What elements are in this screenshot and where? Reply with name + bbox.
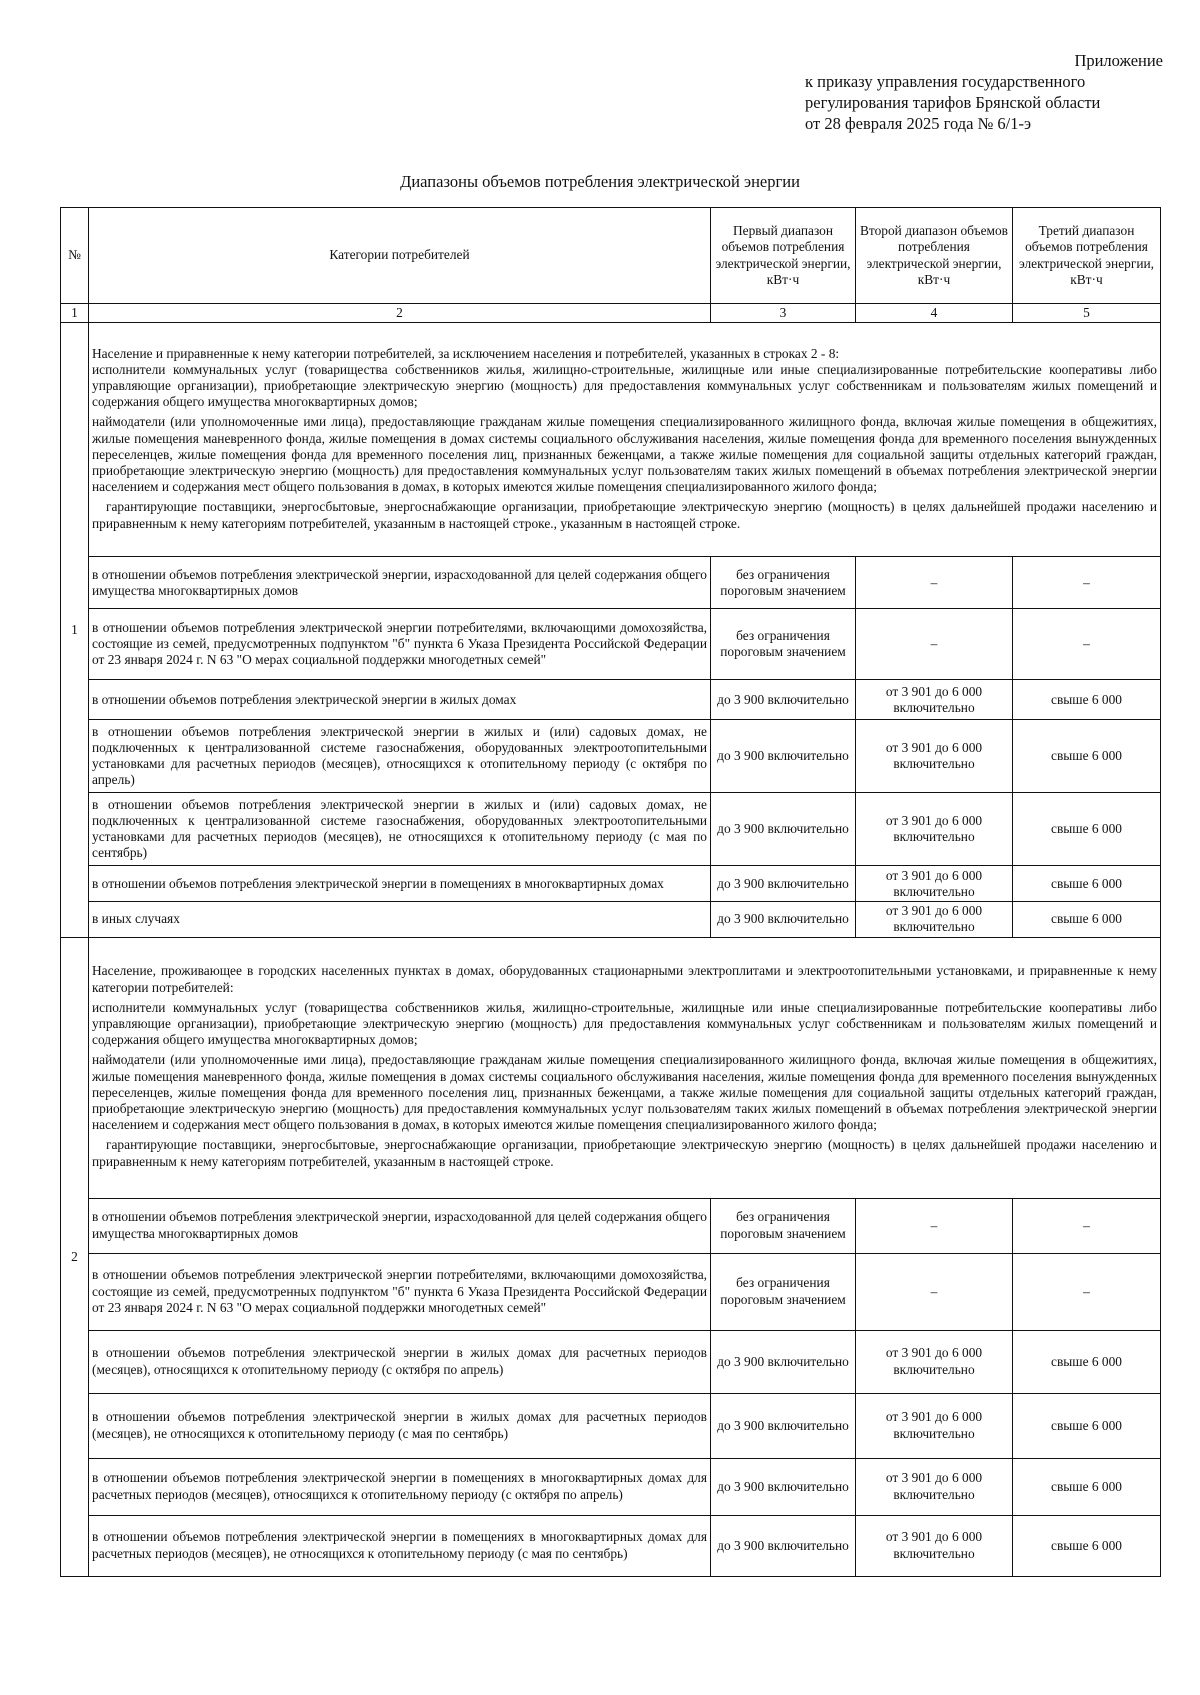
group-2-description-row [61,937,1161,1198]
range-2-value: от 3 901 до 6 000 включительно [856,680,1013,720]
table-row [61,793,1161,866]
range-1-value: без ограничения пороговым значением [711,1198,856,1253]
column-index: 5 [1013,304,1161,323]
range-2-value: – [856,557,1013,609]
group-1-paragraph: Население и приравненные к нему категории потребителей, за исключением населения и потребителей, указанных в строках 2 - 8: [92,345,840,361]
row-label: в отношении объемов потребления электрической энергии потребителями, включающими домохозяйства, состоящие из семей, предусмотренных подпунктом "б" пункта 6 Указа Президента Российской Федерации от 23 января 2024 г. N 63 "О мерах социальной поддержки многодетных семей" [89,609,711,680]
row-label: в отношении объемов потребления электрической энергии в жилых домах [89,680,711,720]
header-range-3: Третий диапазон объемов потребления электрической энергии, кВт·ч [1013,208,1161,304]
table-row [61,1393,1161,1458]
range-2-value: от 3 901 до 6 000 включительно [856,1393,1013,1458]
group-2-number: 2 [61,937,89,1576]
appendix-label: Приложение [1074,51,1163,70]
group-1-description-row [61,323,1161,557]
header-num: № [61,208,89,304]
table-row [61,609,1161,680]
authority-line: регулирования тарифов Брянской области [805,93,1101,112]
appendix-header [805,50,1165,134]
range-2-value: от 3 901 до 6 000 включительно [856,793,1013,866]
row-label: в иных случаях [89,902,711,937]
group-1-paragraph: исполнители коммунальных услуг (товарищества собственников жилья, жилищно-строительные, жилищные или иные специализированные потребительские кооперативы либо управляющие организации), приобретающие электрическую энергию (мощность) для предоставления коммунальных услуг собственникам и пользователям жилых помещений и содержания общего имущества многоквартирных домов; [92,361,1157,410]
range-1-value: до 3 900 включительно [711,793,856,866]
range-3-value: свыше 6 000 [1013,1515,1161,1576]
row-label: в отношении объемов потребления электрической энергии в жилых и (или) садовых домах, не подключенных к централизованной системе газоснабжения, оборудованных электроотопительными установками для расчетных периодов (месяцев), относящихся к отопительному периоду (с октября по апрель) [89,720,711,793]
range-1-value: до 3 900 включительно [711,720,856,793]
row-label: в отношении объемов потребления электрической энергии, израсходованной для целей содержания общего имущества многоквартирных домов [89,557,711,609]
table-row [61,720,1161,793]
range-2-value: от 3 901 до 6 000 включительно [856,902,1013,937]
table-row [61,866,1161,902]
range-3-value: свыше 6 000 [1013,866,1161,902]
range-1-value: без ограничения пороговым значением [711,609,856,680]
range-1-value: до 3 900 включительно [711,680,856,720]
row-label: в отношении объемов потребления электрической энергии в помещениях в многоквартирных домах для расчетных периодов (месяцев), не относящихся к отопительному периоду (с мая по сентябрь) [89,1515,711,1576]
header-category: Категории потребителей [89,208,711,304]
range-3-value: свыше 6 000 [1013,680,1161,720]
table-row [61,557,1161,609]
range-2-value: – [856,1198,1013,1253]
group-2-paragraph: Население, проживающее в городских населенных пунктах в домах, оборудованных стационарными электроплитами и электроотопительными установками, и приравненные к нему категории потребителей: [92,963,1157,995]
table-row [61,680,1161,720]
row-label: в отношении объемов потребления электрической энергии потребителями, включающими домохозяйства, состоящие из семей, предусмотренных подпунктом "б" пункта 6 Указа Президента Российской Федерации от 23 января 2024 г. N 63 "О мерах социальной поддержки многодетных семей" [89,1253,711,1330]
column-index-row [61,304,1161,323]
range-3-value: – [1013,1253,1161,1330]
column-index: 1 [61,304,89,323]
range-3-value: свыше 6 000 [1013,720,1161,793]
range-1-value: до 3 900 включительно [711,1458,856,1515]
document-title: Диапазоны объемов потребления электрической энергии [400,172,800,191]
column-index: 3 [711,304,856,323]
range-1-value: до 3 900 включительно [711,866,856,902]
range-2-value: – [856,1253,1013,1330]
order-reference-line: к приказу управления государственного [805,72,1086,91]
range-3-value: свыше 6 000 [1013,902,1161,937]
range-1-value: до 3 900 включительно [711,1393,856,1458]
range-1-value: до 3 900 включительно [711,1515,856,1576]
range-3-value: – [1013,609,1161,680]
order-date-line: от 28 февраля 2025 года № 6/1-э [805,114,1032,133]
group-2-paragraph: исполнители коммунальных услуг (товарищества собственников жилья, жилищно-строительные, жилищные или иные специализированные потребительские кооперативы либо управляющие организации), приобретающие электрическую энергию (мощность) для предоставления коммунальных услуг собственникам и пользователям жилых помещений и содержания общего имущества многоквартирных домов; [92,999,1157,1048]
range-3-value: – [1013,1198,1161,1253]
header-range-1: Первый диапазон объемов потребления электрической энергии, кВт·ч [711,208,856,304]
table-row [61,1198,1161,1253]
range-1-value: без ограничения пороговым значением [711,557,856,609]
range-1-value: до 3 900 включительно [711,1330,856,1393]
range-2-value: от 3 901 до 6 000 включительно [856,1458,1013,1515]
column-index: 2 [89,304,711,323]
row-label: в отношении объемов потребления электрической энергии в помещениях в многоквартирных домах для расчетных периодов (месяцев), относящихся к отопительному периоду (с октября по апрель) [89,1458,711,1515]
group-2-paragraph: гарантирующие поставщики, энергосбытовые, энергоснабжающие организации, приобретающие электрическую энергию (мощность) в целях дальнейшей продажи населению и приравненным к нему категориям потребителей, указанным в настоящей строке. [92,1137,1157,1169]
row-label: в отношении объемов потребления электрической энергии в жилых домах для расчетных периодов (месяцев), не относящихся к отопительному периоду (с мая по сентябрь) [89,1393,711,1458]
range-2-value: от 3 901 до 6 000 включительно [856,720,1013,793]
column-index: 4 [856,304,1013,323]
table-row [61,1458,1161,1515]
group-2-paragraph: наймодатели (или уполномоченные ими лица), предоставляющие гражданам жилые помещения специализированного жилищного фонда, включая жилые помещения в общежитиях, жилые помещения маневренного фонда, жилые помещения в домах системы социального обслуживания населения, жилые помещения фонда для временного поселения вынужденных переселенцев, жилые помещения фонда для временного поселения лиц, признанных беженцами, а также жилые помещения для социальной защиты отдельных категорий граждан, приобретающие электрическую энергию (мощность) для предоставления коммунальных услуг пользователям таких жилых помещений в объемах потребления электрической энергии населением и содержания мест общего пользования в домах, в которых имеются жилые помещения специализированного жилого фонда; [92,1052,1157,1133]
row-label: в отношении объемов потребления электрической энергии в помещениях в многоквартирных домах [89,866,711,902]
range-1-value: до 3 900 включительно [711,902,856,937]
range-1-value: без ограничения пороговым значением [711,1253,856,1330]
group-1-paragraph: наймодатели (или уполномоченные ими лица), предоставляющие гражданам жилые помещения специализированного жилищного фонда, включая жилые помещения в общежитиях, жилые помещения маневренного фонда, жилые помещения в домах системы социального обслуживания населения, жилые помещения фонда для временного поселения вынужденных переселенцев, жилые помещения фонда для временного поселения лиц, признанных беженцами, а также жилые помещения для социальной защиты отдельных категорий граждан, приобретающие электрическую энергию (мощность) для предоставления коммунальных услуг пользователям таких жилых помещений в объемах потребления электрической энергии населением и содержания мест общего пользования в домах, в которых имеются жилые помещения специализированного жилого фонда; [92,414,1157,495]
table-row [61,902,1161,937]
range-3-value: свыше 6 000 [1013,793,1161,866]
table-row [61,1330,1161,1393]
range-2-value: от 3 901 до 6 000 включительно [856,1330,1013,1393]
group-1-number: 1 [61,323,89,937]
consumption-ranges-table [60,207,1161,1577]
header-range-2: Второй диапазон объемов потребления электрической энергии, кВт·ч [856,208,1013,304]
group-1-description [89,323,1161,557]
range-2-value: – [856,609,1013,680]
range-3-value: свыше 6 000 [1013,1330,1161,1393]
row-label: в отношении объемов потребления электрической энергии, израсходованной для целей содержания общего имущества многоквартирных домов [89,1198,711,1253]
range-2-value: от 3 901 до 6 000 включительно [856,866,1013,902]
row-label: в отношении объемов потребления электрической энергии в жилых и (или) садовых домах, не подключенных к централизованной системе газоснабжения, оборудованных электроотопительными установками для расчетных периодов (месяцев), не относящихся к отопительному периоду (с мая по сентябрь) [89,793,711,866]
group-2-description [89,937,1161,1198]
group-1-paragraph: гарантирующие поставщики, энергосбытовые, энергоснабжающие организации, приобретающие электрическую энергию (мощность) в целях дальнейшей продажи населению и приравненным к нему категориям потребителей, указанным в настоящей строке., указанным в настоящей строке. [92,499,1157,531]
range-3-value: – [1013,557,1161,609]
table-row [61,1515,1161,1576]
row-label: в отношении объемов потребления электрической энергии в жилых домах для расчетных периодов (месяцев), относящихся к отопительному периоду (с октября по апрель) [89,1330,711,1393]
range-2-value: от 3 901 до 6 000 включительно [856,1515,1013,1576]
table-header-row [61,208,1161,304]
range-3-value: свыше 6 000 [1013,1458,1161,1515]
range-3-value: свыше 6 000 [1013,1393,1161,1458]
table-row [61,1253,1161,1330]
